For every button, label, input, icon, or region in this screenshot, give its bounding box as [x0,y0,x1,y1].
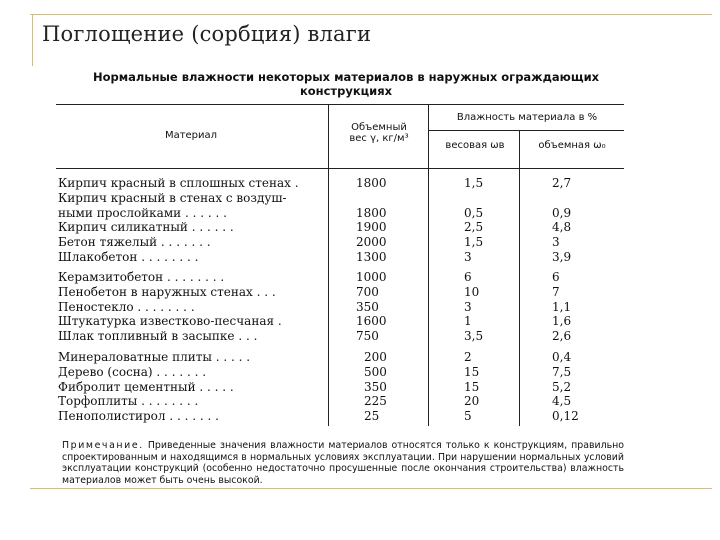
header-density-line2: вес γ, кг/м³ [349,133,409,144]
by-volume-cell: 6 [552,270,560,284]
header-by-weight: весовая ωв [445,140,505,151]
density-cell: 350 [356,299,379,314]
density-cell: 350 [364,379,387,394]
group3-by-volume [552,350,579,424]
by-volume-cell: 0,9 [552,205,572,220]
by-volume-cell: 2,6 [552,329,572,344]
density-cell: 1900 [356,220,387,235]
group2-by-volume [552,270,571,344]
by-weight-cell: 15 [464,364,480,379]
material-cell: Бетон тяжелый . . . . . . . [58,235,211,250]
by-volume-cell: 7,5 [552,364,572,379]
header-density-line1: Объемный [351,122,407,133]
material-cell: Штукатурка известково-песчаная . [58,314,282,329]
by-weight-cell [464,191,483,206]
by-weight-cell: 10 [464,284,480,299]
material-cell: Фибролит цементный . . . . . [58,379,234,394]
by-volume-cell: 7 [552,284,560,299]
by-weight-cell: 5 [464,409,472,424]
by-volume-cell: 4,8 [552,220,572,235]
by-weight-cell: 2,5 [464,220,484,235]
material-cell: Дерево (сосна) . . . . . . . [58,364,207,379]
density-cell: 2000 [356,235,387,250]
group3-materials [58,350,250,424]
slide-title: Поглощение (сорбция) влаги [42,22,372,46]
material-cell: Пенополистирол . . . . . . . [58,409,219,424]
by-volume-cell: 3 [552,235,560,250]
frame-top-line [30,14,712,15]
rule-humidity-group [428,130,624,131]
material-cell: Минераловатные плиты . . . . . [58,350,251,364]
header-by-volume: объемная ω₀ [538,140,606,151]
rule-header-bottom [56,168,624,169]
frame-left-line [32,14,33,66]
density-cell: 700 [356,284,379,299]
table-title-line1: Нормальные влажности некоторых материалов в наружных ограждающих [92,70,600,84]
by-volume-cell: 3,9 [552,249,572,264]
density-cell: 750 [356,329,379,344]
group3-density [364,350,387,424]
by-weight-cell: 20 [464,394,480,409]
rule-col3 [519,130,520,426]
density-cell: 25 [364,409,380,424]
by-volume-cell: 1,6 [552,314,572,329]
by-volume-cell: 1,1 [552,299,572,314]
density-cell: 1600 [356,314,387,329]
note-lead: Примечание. [62,440,144,451]
table-note [62,440,624,486]
group2-materials [58,270,282,344]
material-cell: ными прослойками . . . . . . [58,205,227,220]
density-cell: 1800 [356,176,387,190]
density-cell: 1800 [356,205,387,220]
density-cell: 500 [364,364,387,379]
by-weight-cell: 1 [464,314,472,329]
scanned-table-page [56,66,630,504]
by-weight-cell: 3 [464,249,472,264]
by-weight-cell: 0,5 [464,205,484,220]
density-cell: 200 [364,350,387,364]
by-weight-cell: 3 [464,299,472,314]
by-volume-cell [552,191,571,206]
material-cell: Торфоплиты . . . . . . . . [58,394,199,409]
material-cell: Пенобетон в наружных стенах . . . [58,284,276,299]
density-cell: 1300 [356,249,387,264]
rule-col2 [428,104,429,426]
rule-top [56,104,624,105]
by-weight-cell: 2 [464,350,472,364]
by-weight-cell: 15 [464,379,480,394]
by-volume-cell: 5,2 [552,379,572,394]
by-volume-cell: 4,5 [552,394,572,409]
group1-density [356,176,387,265]
material-cell: Кирпич силикатный . . . . . . [58,220,234,235]
by-volume-cell: 0,4 [552,350,572,364]
density-cell: 225 [364,394,387,409]
group3-by-weight [464,350,479,424]
by-weight-cell: 6 [464,270,472,284]
by-volume-cell: 2,7 [552,176,572,190]
material-cell: Керамзитобетон . . . . . . . . [58,270,225,284]
group1-by-volume [552,176,571,265]
by-weight-cell: 3,5 [464,329,484,344]
density-cell: 1000 [356,270,387,284]
note-text: Приведенные значения влажности материалов относятся только к конструкциям, правильно спроектированным и находящимся в нормальных условиях эксплуатации. При нарушении нормальных условий эксплуатации конструкций (особенно недостаточно просушенные после окончания строительства) влажность материалов может быть очень высокой. [62,440,624,486]
material-cell: Шлакобетон . . . . . . . . [58,249,199,264]
table-title-line2: конструкциях [299,84,393,98]
header-density [332,122,426,144]
group2-by-weight [464,270,483,344]
by-weight-cell: 1,5 [464,235,484,250]
material-cell: Пеностекло . . . . . . . . [58,299,195,314]
header-material: Материал [164,130,218,141]
group1-materials [58,176,299,265]
material-cell: Шлак топливный в засыпке . . . [58,329,258,344]
group1-by-weight [464,176,483,265]
table-title [76,70,616,98]
density-cell [356,191,387,206]
header-humidity-group: Влажность материала в % [456,112,598,123]
rule-col1 [328,104,329,426]
material-cell: Кирпич красный в сплошных стенах . [58,176,299,190]
by-weight-cell: 1,5 [464,176,484,190]
by-volume-cell: 0,12 [552,409,579,424]
group2-density [356,270,387,344]
material-cell: Кирпич красный в стенах с воздуш- [58,190,287,205]
